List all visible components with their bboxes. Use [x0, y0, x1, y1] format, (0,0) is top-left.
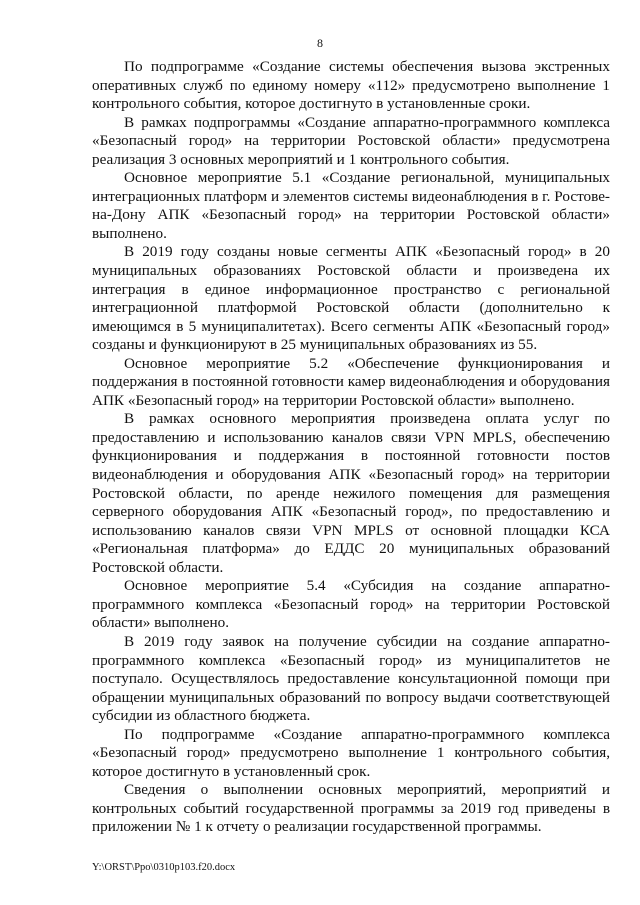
paragraph-appendix-reference: Сведения о выполнении основных мероприятий, мероприятий и контрольных событий государственной программы за 2019 год приведены в приложении № 1 к отчету о реализации государственной программы.: [92, 781, 610, 836]
paragraph-measure-5-2: Основное мероприятие 5.2 «Обеспечение функционирования и поддержания в постоянной готовности камер видеонаблюдения и оборудования АПК «Безопасный город» на территории Ростовской области» выполнено.: [92, 354, 610, 409]
footer-file-path: Y:\ORST\Ppo\0310p103.f20.docx: [92, 862, 236, 873]
paragraph-subsidy-applications: В 2019 году заявок на получение субсидии на создание аппаратно-программного комплекса «Безопасный город» из муниципалитетов не поступало. Осуществлялось предоставление консультационной помощи при обращении муниципальных образований по вопросу выдачи соответствующей субсидии из областного бюджета.: [92, 632, 610, 725]
paragraph-112-subprogram: По подпрограмме «Создание системы обеспечения вызова экстренных оперативных служб по единому номеру «112» предусмотрено выполнение 1 контрольного события, которое достигнуто в установленные сроки.: [92, 58, 610, 113]
page-number: 8: [317, 36, 323, 50]
paragraph-measure-5-1: Основное мероприятие 5.1 «Создание региональной, муниципальных интеграционных платформ и элементов системы видеонаблюдения в г. Ростове-на-Дону АПК «Безопасный город» на территории Ростовской области» выполнено.: [92, 169, 610, 242]
paragraph-control-event: По подпрограмме «Создание аппаратно-программного комплекса «Безопасный город» предусмотрено выполнение 1 контрольного события, которое достигнуто в установленный срок.: [92, 725, 610, 780]
paragraph-safe-city-subprogram: В рамках подпрограммы «Создание аппаратно-программного комплекса «Безопасный город» на территории Ростовской области» предусмотрена реализация 3 основных мероприятий и 1 контрольного события.: [92, 113, 610, 168]
paragraph-services-payment: В рамках основного мероприятия произведена оплата услуг по предоставлению и использованию каналов связи VPN MPLS, обеспечению функционирования и поддержания в постоянной готовности постов видеонаблюдения и оборудования АПК «Безопасный город» на территории Ростовской области, по аренде нежилого помещения для размещения серверного оборудования АПК «Безопасный город», по предоставлению и использованию каналов связи VPN MPLS от основной площадки КСА «Региональная платформа» до ЕДДС 20 муниципальных образований Ростовской области.: [92, 410, 610, 576]
paragraph-2019-segments: В 2019 году созданы новые сегменты АПК «Безопасный город» в 20 муниципальных образованиях Ростовской области и произведена их интеграция в единое информационное пространство с региональной интеграционной платформой Ростовской области (дополнительно к имеющимся в 5 муниципалитетах). Всего сегменты АПК «Безопасный город» созданы и функционируют в 25 муниципальных образованиях из 55.: [92, 243, 610, 354]
paragraph-measure-5-4: Основное мероприятие 5.4 «Субсидия на создание аппаратно-программного комплекса «Безопасный город» на территории Ростовской области» выполнено.: [92, 577, 610, 632]
document-body: [92, 58, 610, 837]
